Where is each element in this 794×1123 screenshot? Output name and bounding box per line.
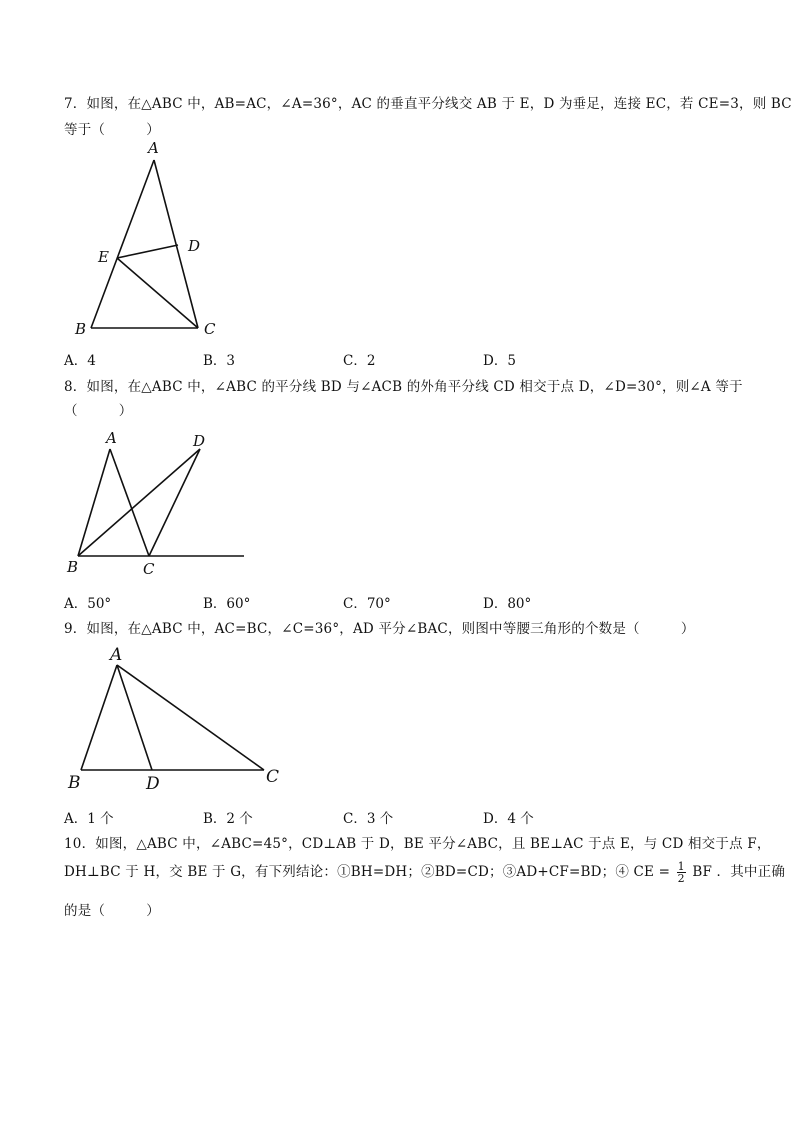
q10-line-2 bbox=[64, 860, 785, 884]
q9-segment-ac bbox=[117, 665, 264, 770]
q9-option-b: B．2 个 bbox=[203, 811, 253, 827]
q7-label-b: B bbox=[75, 320, 87, 338]
q9-label-c: C bbox=[266, 767, 280, 787]
q8-segment-cd bbox=[149, 449, 200, 556]
q8-label-c: C bbox=[143, 560, 155, 578]
q8-line-1: 8．如图，在△ABC 中，∠ABC 的平分线 BD 与∠ACB 的外角平分线 CD 相交于点 D，∠D=30°，则∠A 等于 bbox=[64, 379, 743, 395]
q7-option-b: B．3 bbox=[203, 353, 236, 369]
q9-label-a: A bbox=[110, 645, 123, 665]
q8-segment-ab bbox=[78, 449, 110, 556]
q10-formula bbox=[633, 860, 717, 885]
q7-option-a: A．4 bbox=[64, 353, 96, 369]
q8-option-b: B．60° bbox=[203, 596, 251, 612]
q8-segment-bd bbox=[78, 449, 200, 556]
q10-line-3: 的是（ ） bbox=[64, 903, 160, 919]
q8-option-a: A．50° bbox=[64, 596, 112, 612]
q7-option-d: D．5 bbox=[483, 353, 516, 369]
q7-label-d: D bbox=[188, 237, 201, 255]
q7-label-a: A bbox=[148, 139, 159, 157]
q7-line-1: 7．如图，在△ABC 中，AB=AC，∠A=36°，AC 的垂直平分线交 AB 于 E，D 为垂足，连接 EC，若 CE=3，则 BC bbox=[64, 96, 792, 112]
q8-line-2: （ ） bbox=[64, 403, 133, 419]
q8-option-c: C．70° bbox=[343, 596, 391, 612]
q9-label-b: B bbox=[68, 773, 81, 793]
q10-formula-lhs: CE = bbox=[633, 864, 671, 880]
q9-option-d: D．4 个 bbox=[483, 811, 534, 827]
q9-segment-ab bbox=[81, 665, 117, 770]
q10-formula-rhs: BF bbox=[692, 864, 713, 880]
q8-label-b: B bbox=[67, 558, 79, 576]
q8-figure bbox=[62, 424, 262, 580]
q8-label-a: A bbox=[106, 429, 117, 447]
q9-figure bbox=[62, 640, 292, 798]
q9-label-d: D bbox=[146, 774, 160, 794]
q7-segment-ec bbox=[117, 258, 198, 328]
q8-option-d: D．80° bbox=[483, 596, 532, 612]
q7-figure bbox=[70, 136, 230, 346]
q7-label-c: C bbox=[204, 320, 216, 338]
q10-formula-numerator: 1 bbox=[677, 860, 685, 873]
q7-segment-ed bbox=[117, 245, 178, 258]
q9-line-1: 9．如图，在△ABC 中，AC=BC，∠C=36°，AD 平分∠BAC，则图中等腰三角形的个数是（ ） bbox=[64, 621, 695, 637]
q10-line-2-tail: ．其中正确 bbox=[716, 864, 786, 880]
q7-segment-ab bbox=[91, 160, 154, 328]
q7-line-2: 等于（ ） bbox=[64, 122, 160, 138]
q10-line-1: 10．如图，△ABC 中，∠ABC=45°，CD⊥AB 于 D，BE 平分∠ABC，且 BE⊥AC 于点 E，与 CD 相交于点 F， bbox=[64, 836, 771, 852]
q9-option-a: A．1 个 bbox=[64, 811, 114, 827]
q10-formula-fraction bbox=[677, 861, 686, 884]
q9-segment-ad bbox=[117, 665, 152, 770]
q9-option-c: C．3 个 bbox=[343, 811, 394, 827]
q7-label-e: E bbox=[98, 248, 109, 266]
q8-label-d: D bbox=[193, 432, 206, 450]
q7-option-c: C．2 bbox=[343, 353, 376, 369]
q10-formula-denominator: 2 bbox=[677, 872, 685, 885]
q8-segment-ac bbox=[110, 449, 149, 556]
q10-line-2-text: DH⊥BC 于 H，交 BE 于 G，有下列结论：①BH=DH；②BD=CD；③AD+CF=BD；④ bbox=[64, 864, 630, 880]
